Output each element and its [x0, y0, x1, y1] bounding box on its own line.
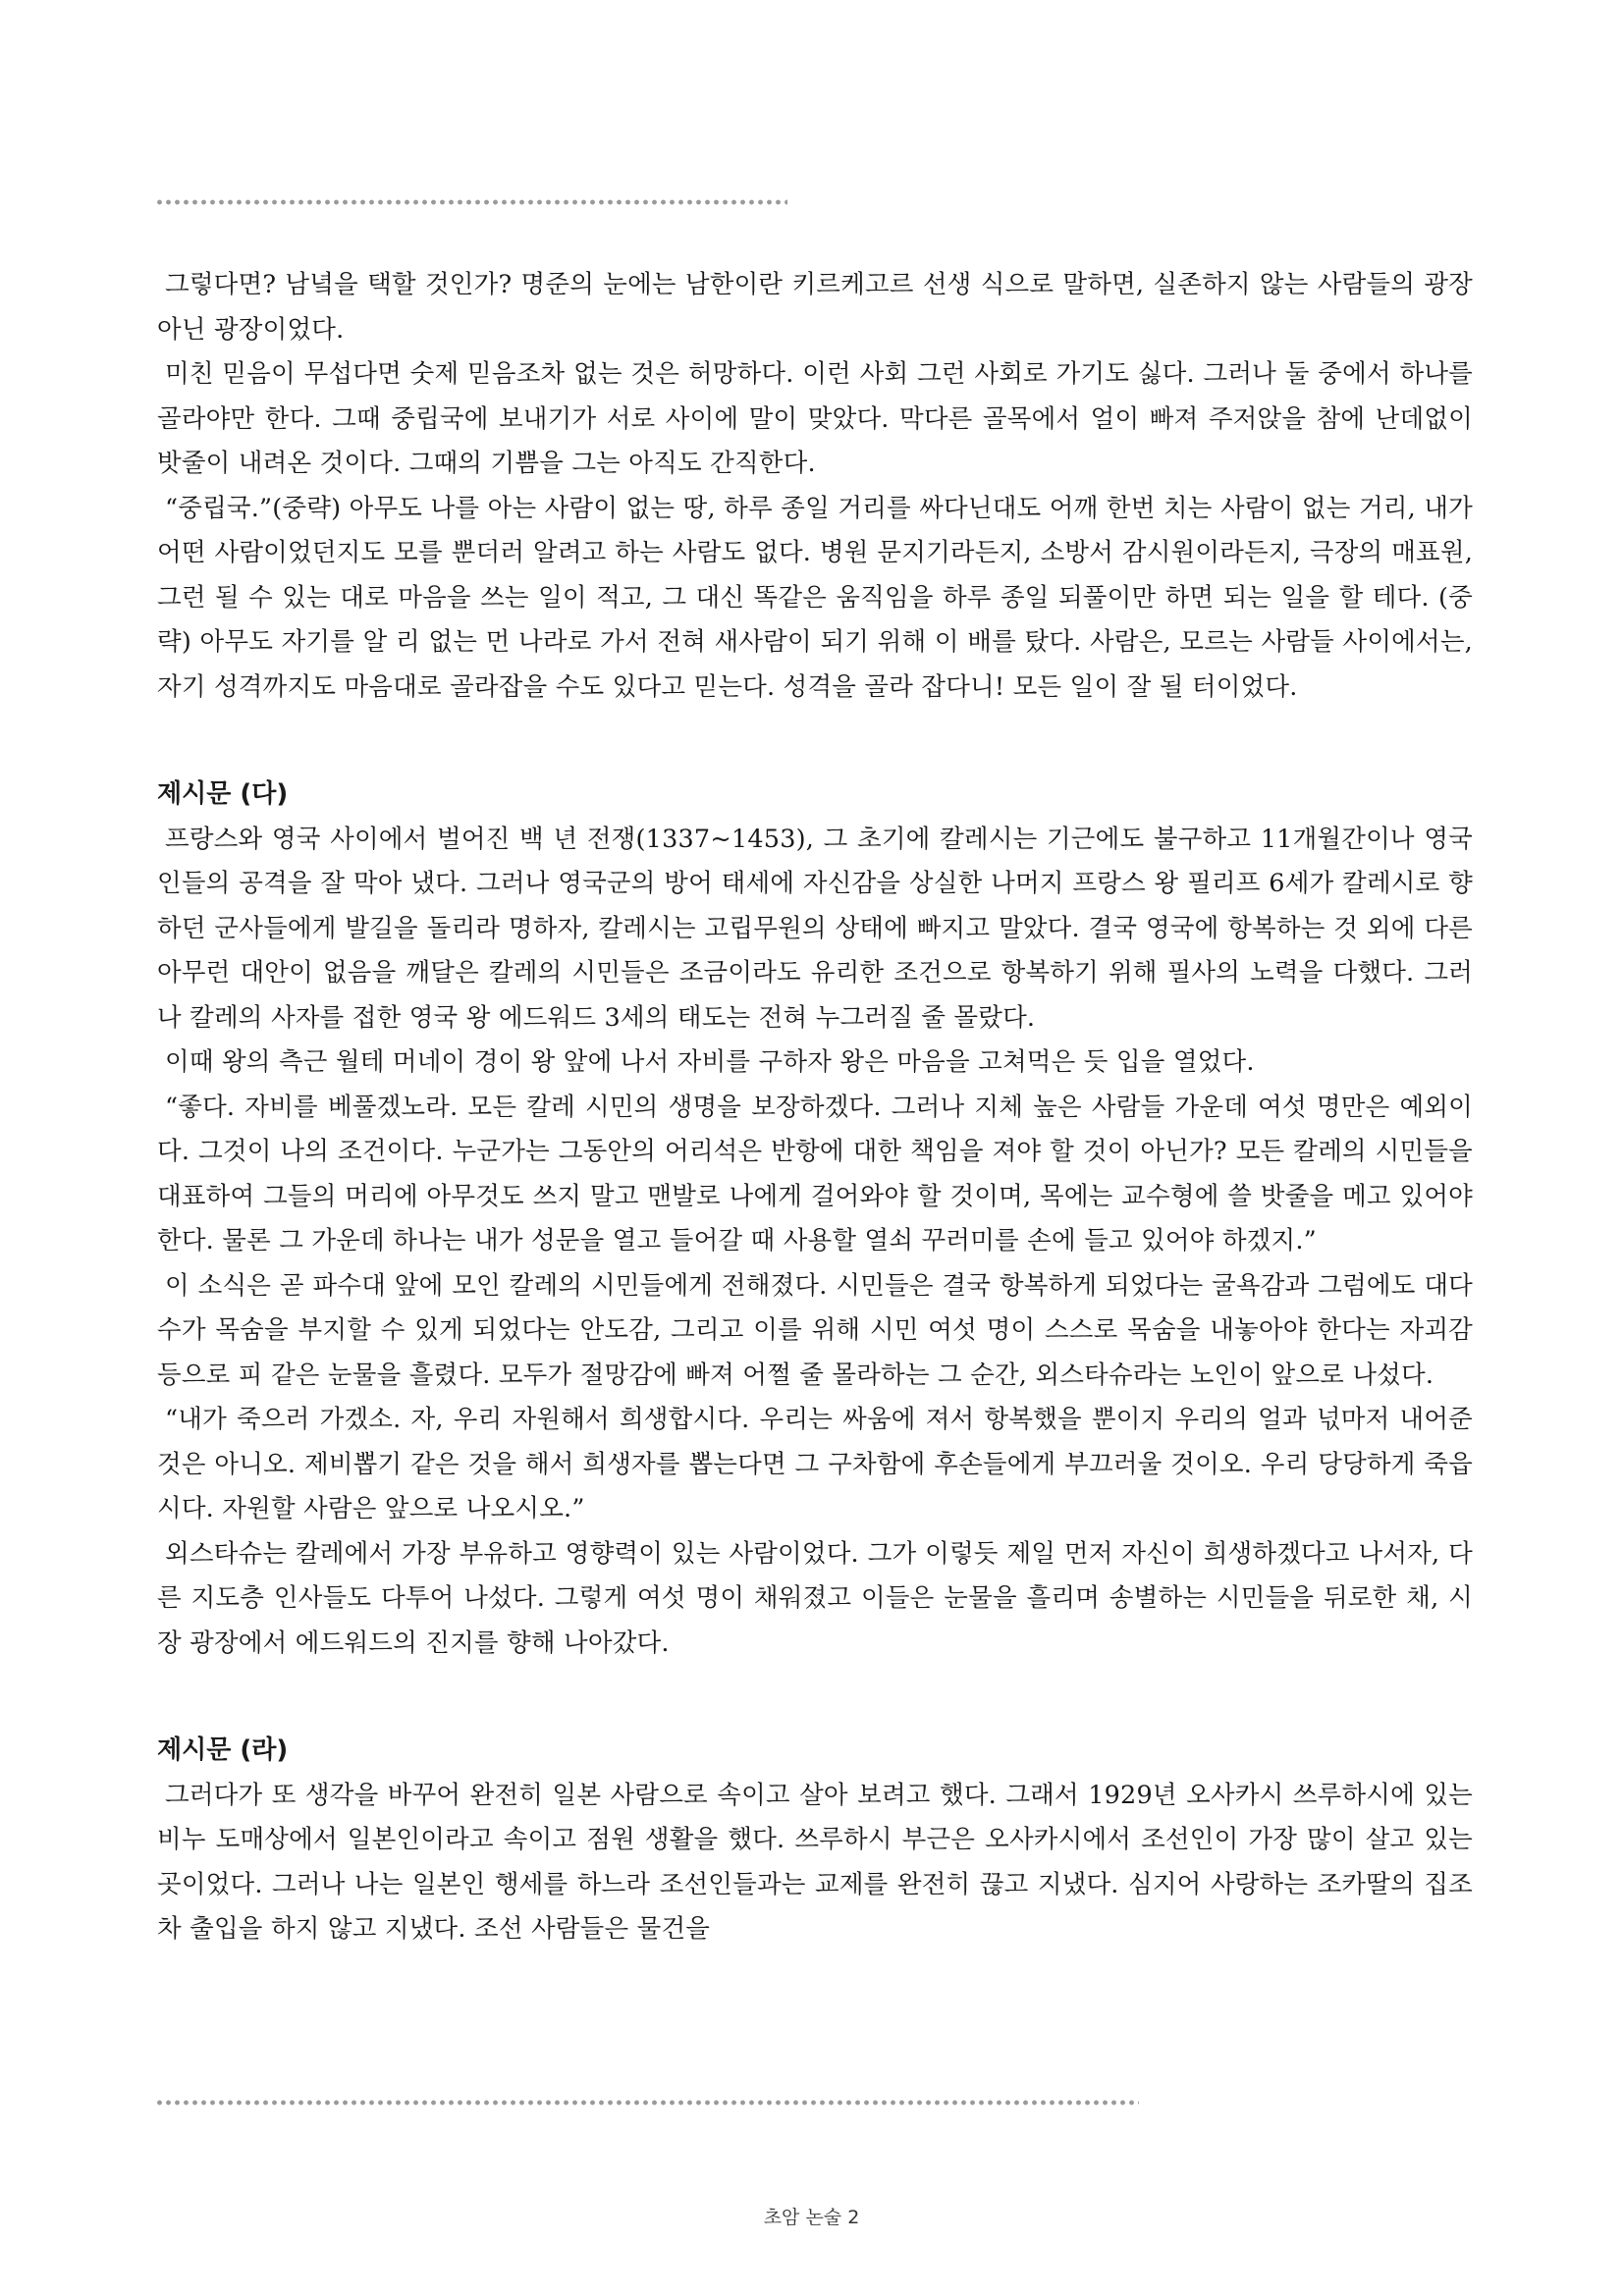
quote-paragraph: “내가 죽으러 가겠소. 자, 우리 자원해서 희생합시다. 우리는 싸움에 져서 항복했을 뿐이지 우리의 얼과 넋마저 내어준 것은 아니오. 제비뽑기 같은 것을 해서 희생자를 뽑는다면 그 구차함에 후손들에게 부끄러울 것이오. 우리 당당하게 죽읍시다. 자원할 사람은 앞으로 나오시오.”	[157, 1405, 1473, 1523]
paragraph: 외스타슈는 칼레에서 가장 부유하고 영향력이 있는 사람이었다. 그가 이렇듯 제일 먼저 자신이 희생하겠다고 나서자, 다른 지도층 인사들도 다투어 나섰다. 그렇게 여섯 명이 채워졌고 이들은 눈물을 흘리며 송별하는 시민들을 뒤로한 채, 시장 광장에서 에드워드의 진지를 향해 나아갔다.	[157, 1538, 1473, 1658]
top-dotted-divider	[155, 198, 787, 206]
paragraph: 그러다가 또 생각을 바꾸어 완전히 일본 사람으로 속이고 살아 보려고 했다. 그래서 1929년 오사카시 쓰루하시에 있는 비누 도매상에서 일본인이라고 속이고 점원 생활을 했다. 쓰루하시 부근은 오사카시에서 조선인이 가장 많이 살고 있는 곳이었다. 그러나 나는 일본인 행세를 하느라 조선인들과는 교제를 완전히 끊고 지냈다. 심지어 사랑하는 조카딸의 집조차 출입을 하지 않고 지냈다. 조선 사람들은 물건을	[157, 1780, 1473, 1944]
paragraph: 이때 왕의 측근 월테 머네이 경이 왕 앞에 나서 자비를 구하자 왕은 마음을 고쳐먹은 듯 입을 열었다.	[165, 1047, 1255, 1077]
section-heading-da: 제시문 (다)	[157, 779, 289, 809]
paragraph: 그렇다면? 남녘을 택할 것인가? 명준의 눈에는 남한이란 키르케고르 선생 식으로 말하면, 실존하지 않는 사람들의 광장 아닌 광장이었다.	[157, 270, 1473, 345]
section-gap	[157, 710, 1473, 773]
paragraph: 이 소식은 곧 파수대 앞에 모인 칼레의 시민들에게 전해졌다. 시민들은 결국 항복하게 되었다는 굴욕감과 그럼에도 대다수가 목숨을 부지할 수 있게 되었다는 안도감, 그리고 이를 위해 시민 여섯 명이 스스로 목숨을 내놓아야 한다는 자괴감 등으로 피 같은 눈물을 흘렸다. 모두가 절망감에 빠져 어쩔 줄 몰라하는 그 순간, 외스타슈라는 노인이 앞으로 나섰다.	[157, 1270, 1473, 1390]
page-footer: 초암 논술 2	[763, 2207, 860, 2228]
section-heading-ra: 제시문 (라)	[157, 1735, 289, 1765]
quote-paragraph: “좋다. 자비를 베풀겠노라. 모든 칼레 시민의 생명을 보장하겠다. 그러나 지체 높은 사람들 가운데 여섯 명만은 예외이다. 그것이 나의 조건이다. 누군가는 그동안의 어리석은 반항에 대한 책임을 져야 할 것이 아닌가? 모든 칼레의 시민들을 대표하여 그들의 머리에 아무것도 쓰지 말고 맨발로 나에게 걸어와야 할 것이며, 목에는 교수형에 쓸 밧줄을 메고 있어야 한다. 물론 그 가운데 하나는 내가 성문을 열고 들어갈 때 사용할 열쇠 꾸러미를 손에 들고 있어야 하겠지.”	[157, 1092, 1473, 1255]
page-content	[157, 263, 1473, 1952]
paragraph: 미친 믿음이 무섭다면 숫제 믿음조차 없는 것은 허망하다. 이런 사회 그런 사회로 가기도 싫다. 그러나 둘 중에서 하나를 골라야만 한다. 그때 중립국에 보내기가 서로 사이에 말이 맞았다. 막다른 골목에서 얼이 빠져 주저앉을 참에 난데없이 밧줄이 내려온 것이다. 그때의 기쁨을 그는 아직도 간직한다.	[157, 359, 1473, 478]
paragraph: 프랑스와 영국 사이에서 벌어진 백 년 전쟁(1337~1453), 그 초기에 칼레시는 기근에도 불구하고 11개월간이나 영국인들의 공격을 잘 막아 냈다. 그러나 영국군의 방어 태세에 자신감을 상실한 나머지 프랑스 왕 필리프 6세가 칼레시로 향하던 군사들에게 발길을 돌리라 명하자, 칼레시는 고립무원의 상태에 빠지고 말았다. 결국 영국에 항복하는 것 외에 다른 아무런 대안이 없음을 깨달은 칼레의 시민들은 조금이라도 유리한 조건으로 항복하기 위해 필사의 노력을 다했다. 그러나 칼레의 사자를 접한 영국 왕 에드워드 3세의 태도는 전혀 누그러질 줄 몰랐다.	[157, 824, 1473, 1033]
section-gap	[157, 1666, 1473, 1729]
paragraph: “중립국.”(중략) 아무도 나를 아는 사람이 없는 땅, 하루 종일 거리를 싸다닌대도 어깨 한번 치는 사람이 없는 거리, 내가 어떤 사람이었던지도 모를 뿐더러 알려고 하는 사람도 없다. 병원 문지기라든지, 소방서 감시원이라든지, 극장의 매표원, 그런 될 수 있는 대로 마음을 쓰는 일이 적고, 그 대신 똑같은 움직임을 하루 종일 되풀이만 하면 되는 일을 할 테다. (중략) 아무도 자기를 알 리 없는 먼 나라로 가서 전혀 새사람이 되기 위해 이 배를 탔다. 사람은, 모르는 사람들 사이에서는, 자기 성격까지도 마음대로 골라잡을 수도 있다고 믿는다. 성격을 골라 잡다니! 모든 일이 잘 될 터이었다.	[157, 493, 1473, 702]
bottom-dotted-divider	[155, 2099, 1139, 2107]
